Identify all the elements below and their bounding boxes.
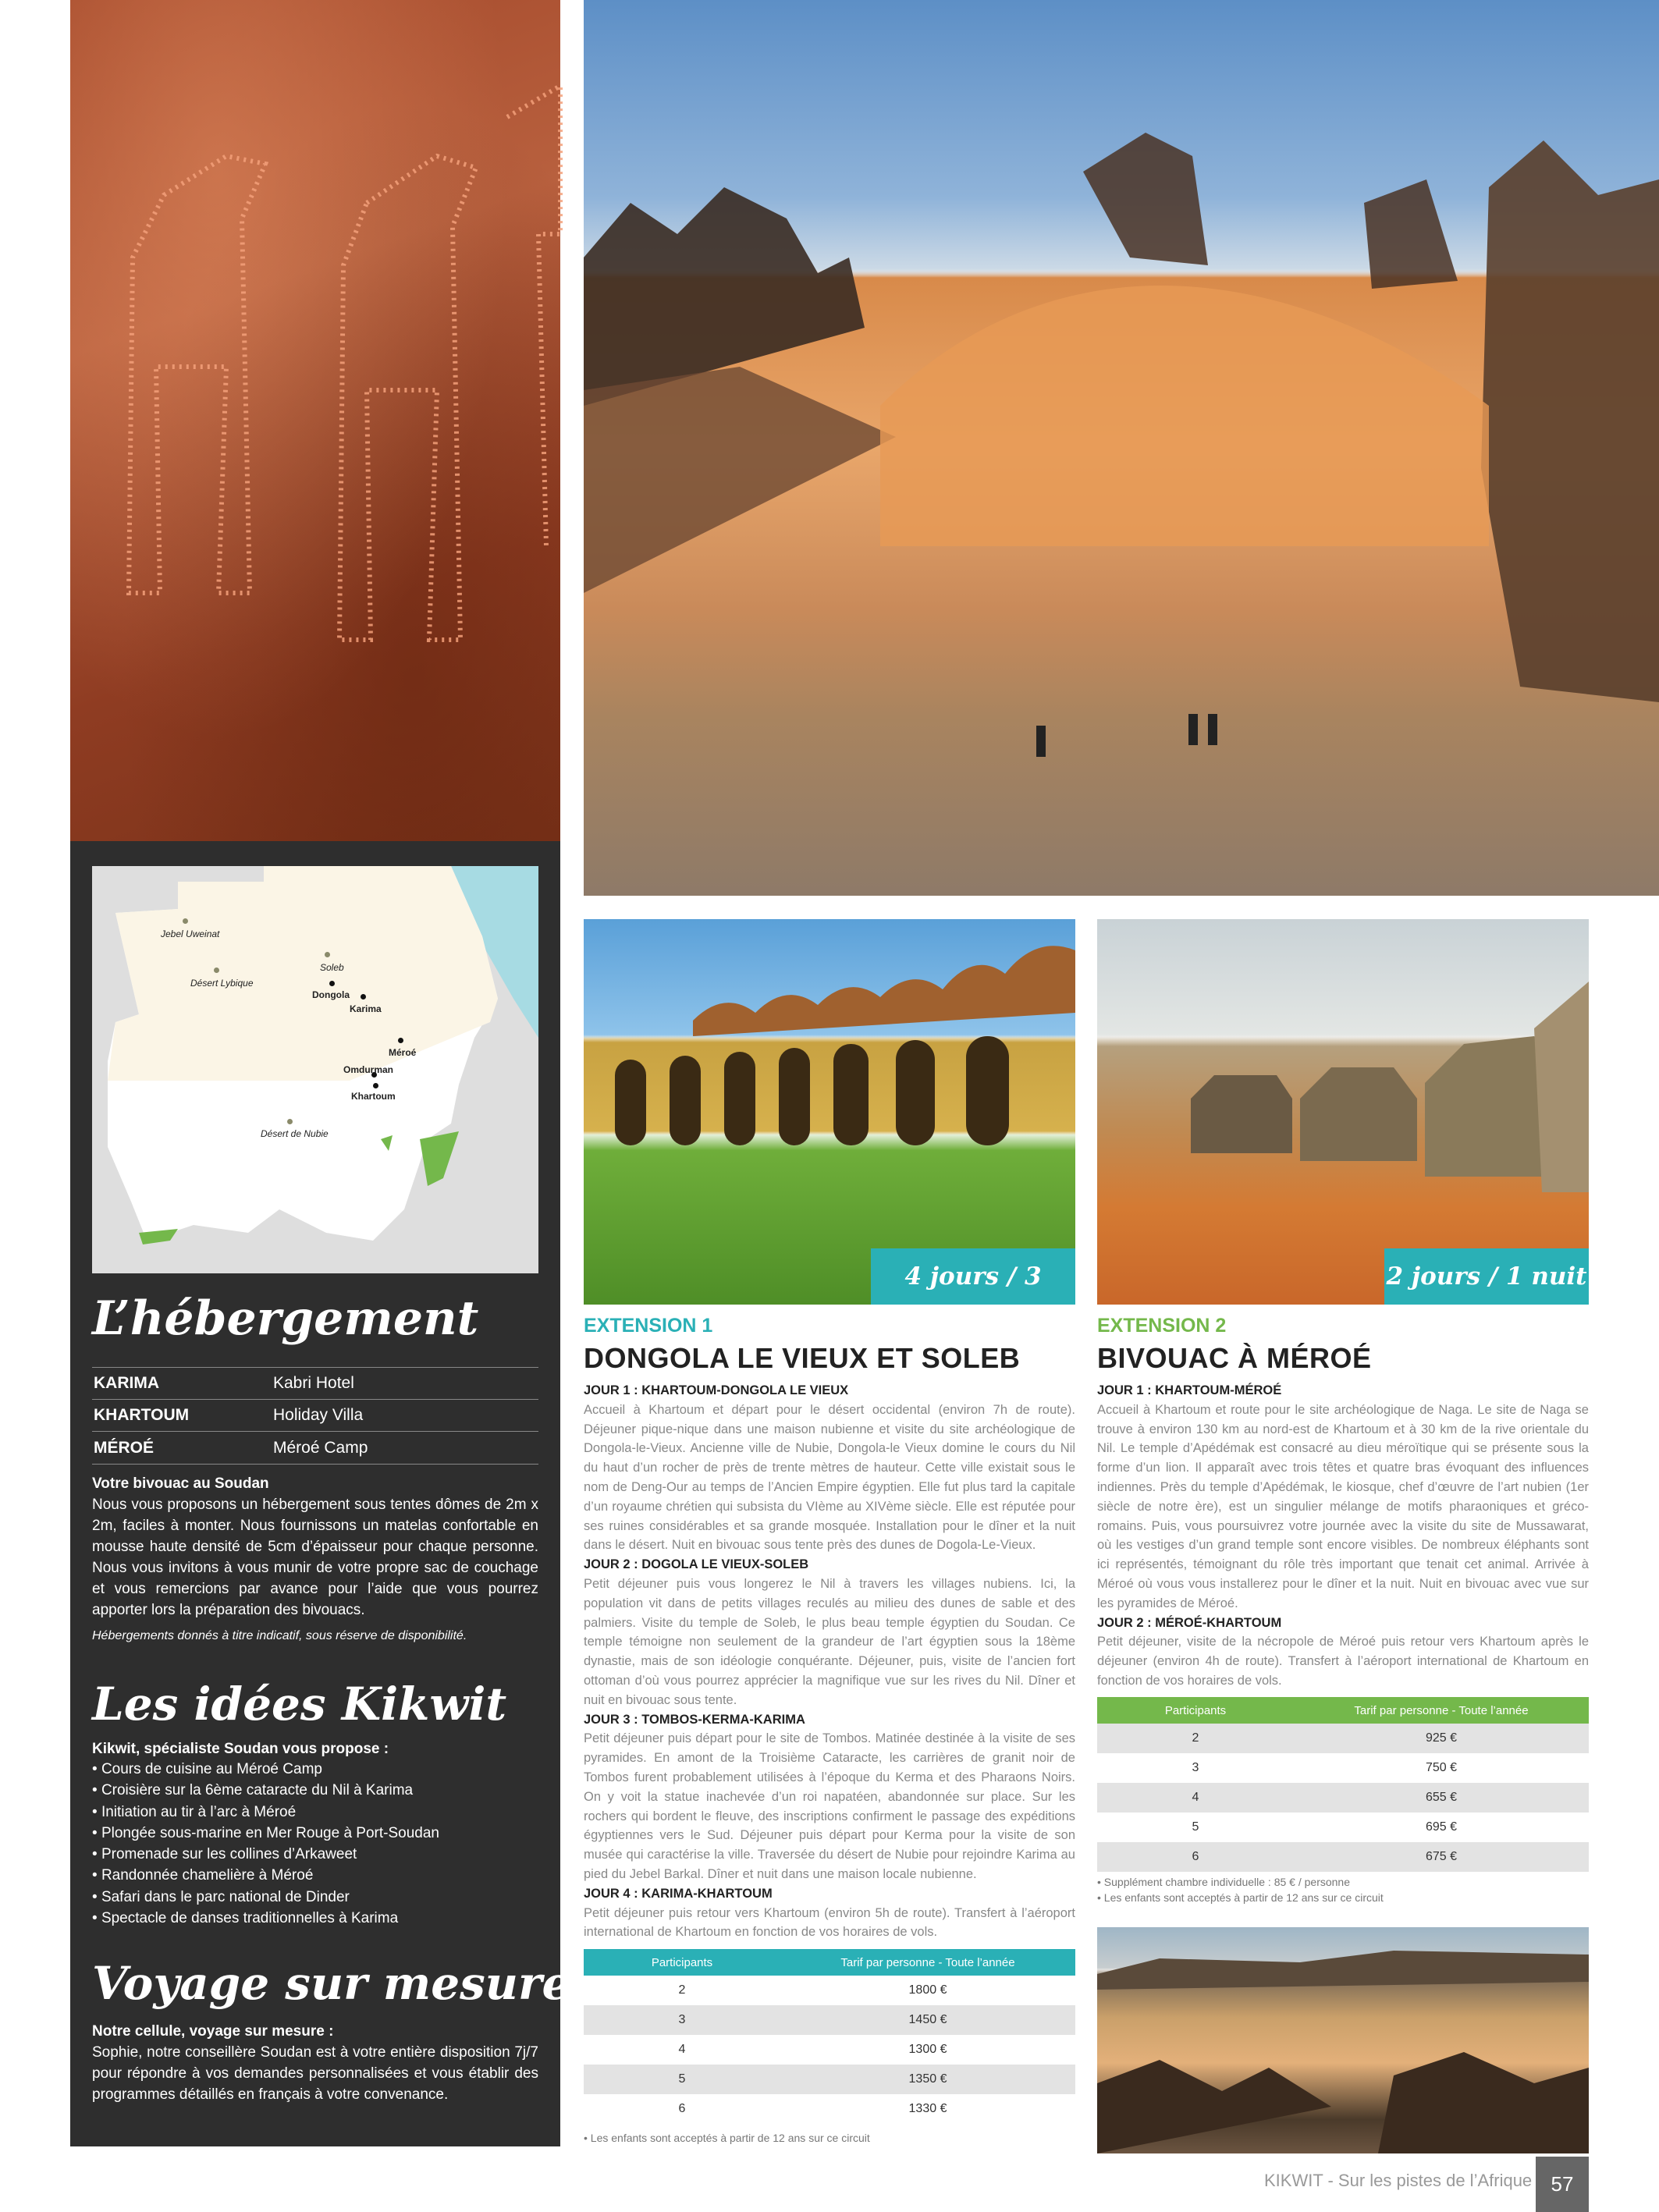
hebergement-row [92,1367,538,1400]
list-item: • Croisière sur la 6ème cataracte du Nil à Karima [92,1780,538,1801]
extension-title: DONGOLA LE VIEUX ET SOLEB [584,1342,1021,1374]
hebergement-hotel: Holiday Villa [273,1406,364,1424]
bivouac-title: Votre bivouac au Soudan [92,1475,269,1492]
day-heading: JOUR 2 : DOGOLA LE VIEUX-SOLEB [584,1557,809,1572]
list-item: • Spectacle de danses traditionnelles à Karima [92,1908,538,1929]
day-text: Petit déjeuner puis départ pour le site de Tombos. Matinée destinée à la visite de ses pyramides. En amont de la Troisième Cataracte, les carrières de granit noir de Tombos furent probablement utilisées à l’époque du Kerma et des Pharaons Noirs. On y voit la statue inachevée d’un roi napatéen, abandonnée sur place. Sur les rochers qui bordent le fleuve, des inscriptions confirment le passage des expéditions égyptiennes vers le Sud. Déjeuner puis départ pour Kerma pour la visite de son musée qui caractérise la ville. Traversée du désert de Nubie pour rejoindre Karima au pied du Jebel Barkal. Dîner et nuit dans une maison locale nubienne. [584,1731,1075,1881]
map-label-khartoum: Khartoum [351,1091,396,1102]
map-dot-desert-nubie [287,1119,293,1124]
table-cell: 1350 € [780,2065,1075,2094]
table-cell: 1330 € [780,2094,1075,2124]
map-dot-soleb [325,952,330,957]
table-row [1097,1783,1589,1813]
map-label-desert-lybique: Désert Lybique [190,978,254,989]
table-note: • Supplément chambre individuelle : 85 € / personne [1097,1876,1350,1888]
hebergement-disclaimer: Hébergements donnés à titre indicatif, sous réserve de disponibilité. [92,1629,467,1642]
hotel-arches-illustration [584,919,1075,1305]
extension-itinerary [1097,1381,1589,1691]
note-text: Supplément chambre individuelle : 85 € / personne [1103,1876,1350,1888]
hebergement-title: L’hébergement [92,1291,479,1346]
map-dot-desert-lybique [214,968,219,973]
mesure-intro: Notre cellule, voyage sur mesure : [92,2023,334,2040]
idees-intro: Kikwit, spécialiste Soudan vous propose : [92,1741,389,1757]
hebergement-hotel: Méroé Camp [273,1439,368,1457]
day-text: Petit déjeuner, visite de la nécropole de Méroé puis retour vers Khartoum après le déjeuner (environ 4h de route). Transfert à l’aéroport international de Khartoum en fonction de vos horaires de vols. [1097,1635,1589,1688]
map-dot-karima [361,994,366,999]
table-cell: 655 € [1294,1783,1589,1813]
tarif-table [1097,1697,1589,1872]
list-item: • Initiation au tir à l’arc à Méroé [92,1802,538,1823]
table-cell: 750 € [1294,1753,1589,1783]
table-note: • Les enfants sont acceptés à partir de 12 ans sur ce circuit [584,2132,870,2144]
map-label-jebel-uweinat: Jebel Uweinat [161,928,220,939]
table-row [584,2094,1075,2124]
table-row [1097,1753,1589,1783]
table-note: • Les enfants sont acceptés à partir de 12 ans sur ce circuit [1097,1891,1384,1904]
map-label-meroe: Méroé [389,1047,417,1058]
map-label-soleb: Soleb [320,962,344,973]
extension-label: EXTENSION 2 [1097,1315,1227,1337]
list-item: • Safari dans le parc national de Dinder [92,1887,538,1908]
duration-badge: 4 jours / 3 nuits [871,1248,1075,1305]
map-dot-khartoum [373,1083,378,1088]
table-cell: 3 [584,2005,780,2035]
table-cell: 5 [584,2065,780,2094]
map-dot-meroe [398,1038,403,1043]
table-cell: 695 € [1294,1813,1589,1842]
table-cell: 1300 € [780,2035,1075,2065]
table-cell: 5 [1097,1813,1294,1842]
table-cell: 4 [1097,1783,1294,1813]
idees-title: Les idées Kikwit [92,1678,507,1731]
hebergement-hotel: Kabri Hotel [273,1374,354,1392]
table-cell: 4 [584,2035,780,2065]
day-heading: JOUR 1 : KHARTOUM-DONGOLA LE VIEUX [584,1383,849,1397]
day-heading: JOUR 2 : MÉROÉ-KHARTOUM [1097,1615,1282,1630]
bivouac-section [92,1473,538,1646]
note-text: Les enfants sont acceptés à partir de 12 ans sur ce circuit [1103,1891,1384,1904]
table-cell: 6 [584,2094,780,2124]
map-label-dongola: Dongola [312,989,350,1000]
hebergement-row [92,1433,538,1465]
table-header: Tarif par personne - Toute l’année [1294,1697,1589,1724]
mesure-text: Sophie, notre conseillère Soudan est à votre entière disposition 7j/7 pour répondre à vos demandes personnalisées et vous établir des programmes détaillés en français à votre convenance. [92,2044,538,2103]
extension-label: EXTENSION 1 [584,1315,713,1337]
day-text: Petit déjeuner puis vous longerez le Nil à travers les villages nubiens. Ici, la population vit dans de petits villages reculés au milieu des dunes de sable et des palmiers. Visite du temple de Soleb, le plus beau temple égyptien du Soudan. Ce temple témoigne non seulement de la grandeur de l’art égyptien sous la 18ème dynastie, mais de son idéologie conquérante. Déjeuner, puis, visite de l’ancien fort ottoman d’où vous pourrez apprécier la magnifique vue sur les rives du Nil. Dîner et nuit en bivouac sous tente. [584,1576,1075,1707]
tents-illustration [1097,919,1589,1305]
table-cell: 675 € [1294,1842,1589,1872]
day-heading: JOUR 1 : KHARTOUM-MÉROÉ [1097,1383,1282,1397]
map-label-karima: Karima [350,1003,382,1014]
map-label-omdurman: Omdurman [343,1064,394,1075]
table-cell: 1450 € [780,2005,1075,2035]
list-item: • Promenade sur les collines d’Arkaweet [92,1844,538,1865]
tarif-table [584,1949,1075,2124]
page-number: 57 [1536,2157,1589,2212]
hebergement-place: MÉROÉ [94,1439,155,1457]
bivouac-text: Nous vous proposons un hébergement sous tentes dômes de 2m x 2m, faciles à monter. Nous fournissons un matelas confortable en mousse haute densité de 5cm d’épaisseur pour chaque personne. Nous vous invitons à vous munir de votre propre sac de couchage et vous remercions par avance pour l’aide que vous pourrez apporter lors la préparation des bivouacs. [92,1497,538,1618]
duration-badge: 2 jours / 1 nuit [1384,1248,1589,1305]
hebergement-place: KARIMA [94,1374,159,1392]
sandstone-desert-photo [1097,1927,1589,2153]
map-dot-jebel-uweinat [183,918,188,924]
note-text: Les enfants sont acceptés à partir de 12 ans sur ce circuit [590,2132,870,2144]
mesure-title: Voyage sur mesure [92,1957,571,2010]
rock-art-giraffes-photo [70,0,560,841]
idees-list [92,1759,538,1929]
day-heading: JOUR 3 : TOMBOS-KERMA-KARIMA [584,1712,805,1727]
table-header: Participants [1097,1697,1294,1724]
table-cell: 925 € [1294,1724,1589,1753]
desert-plateau-illustration [1097,1927,1589,2153]
extension-title: BIVOUAC À MÉROÉ [1097,1342,1372,1374]
table-row [584,1976,1075,2005]
hebergement-place: KHARTOUM [94,1406,190,1424]
day-text: Accueil à Khartoum et route pour le site archéologique de Naga. Le site de Naga se trouve à environ 130 km au nord-est de Khartoum et à 30 km de la rive orientale du Nil. Le temple d’Apédémak est consacré au dieu méroïtique qui se présente sous la forme d’un lion. Il apparaît avec trois têtes et quatre bras évoquant des influences indiennes. Près du temple d’Apédémak, le kiosque, chef d’œuvre de l’art nubien (1er siècle de notre ère), est un singulier mélange de motifs pharaoniques et gréco-romains. Puis, vous poursuivrez votre journée avec la visite du site de Mussawarat, où les vestiges d’un grand temple sont encore visibles. De nombreux éléphants sont ici représentés, témoignant du rôle très important que tenait cet animal. Arrivée à Méroé où vous vous installerez pour le dîner et la nuit. Nuit en bivouac avec vue sur les pyramides de Méroé. [1097,1402,1589,1610]
desert-landscape-photo [584,0,1659,896]
list-item: • Cours de cuisine au Méroé Camp [92,1759,538,1780]
hebergement-row [92,1400,538,1432]
table-header: Participants [584,1949,780,1976]
list-item: • Randonnée chamelière à Méroé [92,1865,538,1886]
map-dot-dongola [329,981,335,986]
table-row [584,2065,1075,2094]
footer-text: KIKWIT - Sur les pistes de l’Afrique [1264,2171,1533,2190]
table-cell: 2 [584,1976,780,2005]
table-cell: 2 [1097,1724,1294,1753]
table-row [584,2005,1075,2035]
mesure-section [92,2021,538,2105]
table-row [1097,1813,1589,1842]
sudan-map-shape [92,866,538,1273]
table-row [584,2035,1075,2065]
table-cell: 6 [1097,1842,1294,1872]
table-row [1097,1842,1589,1872]
table-row [1097,1724,1589,1753]
table-header: Tarif par personne - Toute l’année [780,1949,1075,1976]
giraffe-engraving-illustration [70,0,560,841]
extension-itinerary [584,1381,1075,1942]
map-label-desert-nubie: Désert de Nubie [261,1128,329,1139]
bivouac-camp-photo [1097,919,1589,1305]
day-heading: JOUR 4 : KARIMA-KHARTOUM [584,1886,773,1901]
table-cell: 1800 € [780,1976,1075,2005]
sudan-map [92,866,538,1273]
day-text: Petit déjeuner puis retour vers Khartoum (environ 5h de route). Transfert à l’aéroport international de Khartoum en fonction de vos horaires de vols. [584,1905,1075,1940]
list-item: • Plongée sous-marine en Mer Rouge à Port-Soudan [92,1823,538,1844]
desert-rocks-illustration [584,0,1659,896]
table-cell: 3 [1097,1753,1294,1783]
day-text: Accueil à Khartoum et départ pour le désert occidental (environ 7h de route). Déjeuner pique-nique dans une maison nubienne et visite du site archéologique de Dongola-le-Vieux. Ancienne ville de Nubie, Dongola-le Vieux domine le cours du Nil du haut d’un rocher de près de trente mètres de hauteur. Cette ville existait sous le nom de Deng-Our au temps de l’Ancien Empire égyptien. Elle fut plus tard la capitale d’un royaume chrétien qui subsista du VIème au XIVème siècle. Elle est réputée pour ses ruines considérables et sa grande mosquée. Installation pour le dîner et la nuit dans le désert. Nuit en bivouac sous tente près des dunes de Dogola-Le-Vieux. [584,1402,1075,1553]
